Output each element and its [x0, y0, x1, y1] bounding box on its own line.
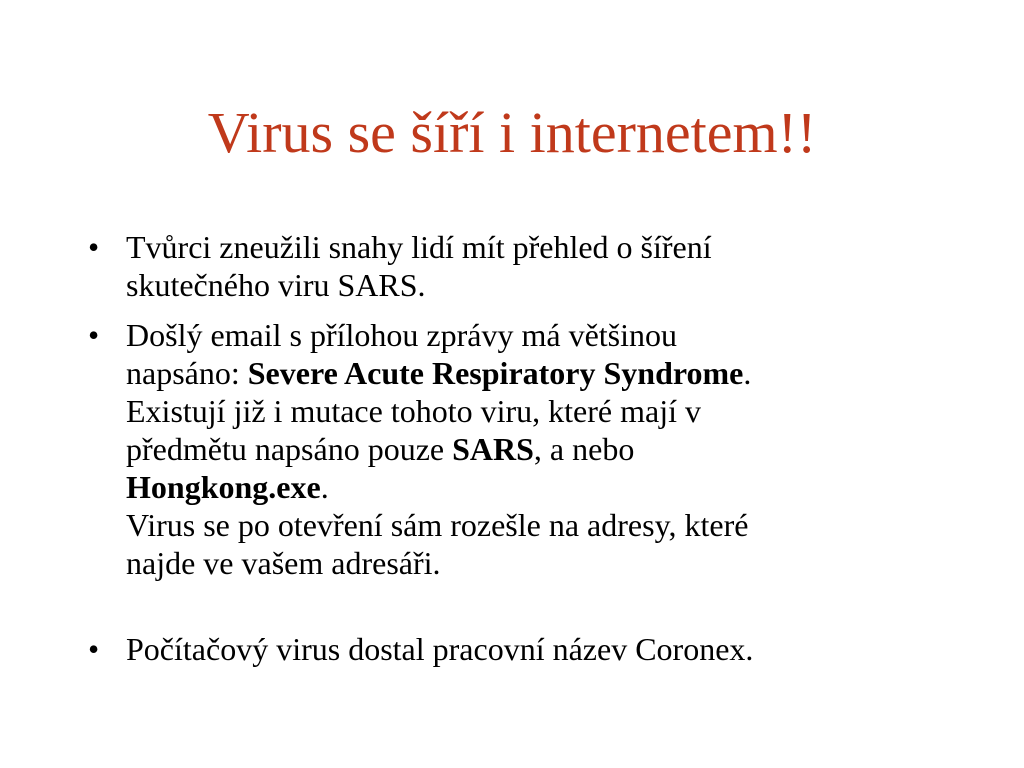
bullet-2-bold-syndrome: Severe Acute Respiratory Syndrome	[247, 355, 744, 391]
bullet-2-line-2	[126, 354, 938, 392]
bullet-2-line-6: Virus se po otevření sám rozešle na adresy, které	[126, 507, 749, 543]
bullet-item-1	[88, 228, 938, 304]
bullet-icon: •	[88, 317, 100, 353]
bullet-1-line-2: skutečného viru SARS.	[126, 267, 426, 303]
bullet-2-line-3: Existují již i mutace tohoto viru, které mají v	[126, 393, 701, 429]
bullet-icon: •	[88, 229, 100, 265]
bullet-2-line-4-end: , a nebo	[533, 431, 635, 467]
bullet-list	[88, 228, 938, 668]
slide-title: Virus se šíří i internetem!!	[207, 100, 817, 165]
bullet-2-bold-hongkong: Hongkong.exe	[126, 469, 321, 505]
bullet-3-line-1: Počítačový virus dostal pracovní název Coronex.	[126, 631, 754, 667]
bullet-2-line-2-text: napsáno:	[126, 355, 248, 391]
bullet-item-3	[88, 630, 938, 668]
bullet-2-line-4-text: předmětu napsáno pouze	[126, 431, 453, 467]
bullet-item-2	[88, 316, 938, 582]
bullet-2-line-2-end: .	[743, 355, 752, 391]
bullet-2-bold-sars: SARS	[452, 431, 534, 467]
bullet-icon: •	[88, 631, 100, 667]
bullet-1-line-1: Tvůrci zneužili snahy lidí mít přehled o šíření	[126, 229, 712, 265]
bullet-2-line-7: najde ve vašem adresáři.	[126, 545, 441, 581]
bullet-2-line-4	[126, 430, 938, 468]
bullet-2-line-5-end: .	[320, 469, 329, 505]
bullet-2-line-5	[126, 468, 938, 506]
bullet-2-line-1: Došlý email s přílohou zprávy má většinou	[126, 317, 678, 353]
